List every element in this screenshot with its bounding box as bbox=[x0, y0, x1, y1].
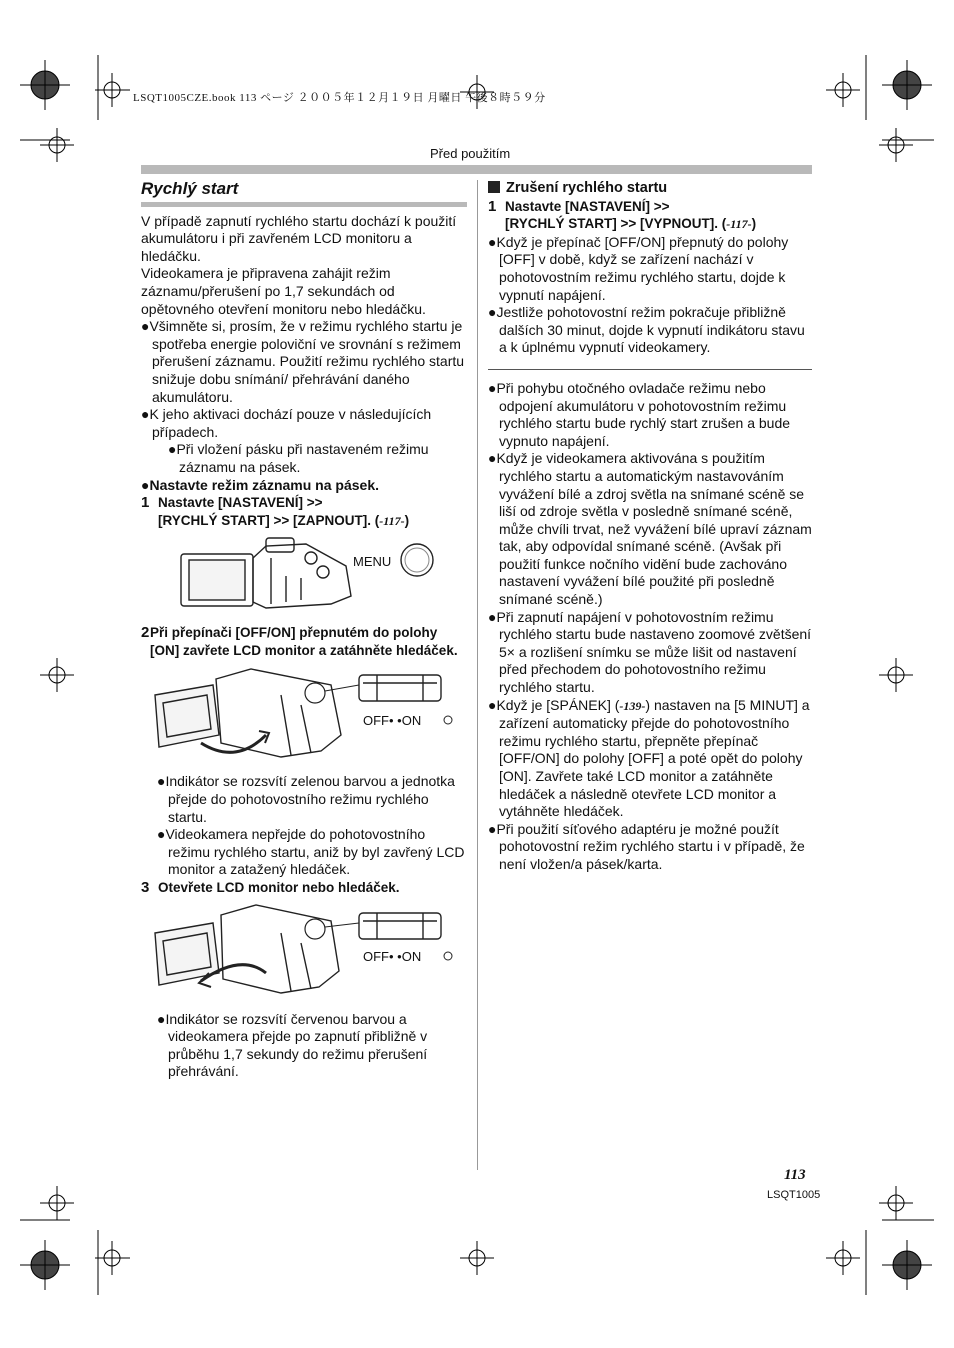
title-rule bbox=[141, 202, 467, 207]
note-item: ●Při použití síťového adaptéru je možné použít pohotovostní režim rychlého startu i v případě, že není vložen/a pásek/karta. bbox=[488, 820, 805, 872]
step-text: Otevřete LCD monitor nebo hledáček. bbox=[158, 880, 400, 896]
step-text: Při přepínači [OFF/ON] přepnutém do polohy [ON] zavřete LCD monitor a zatáhněte hledáček. bbox=[150, 625, 458, 658]
bullet-item: ●K jeho aktivaci dochází pouze v následujících případech. bbox=[141, 406, 432, 440]
note-item: ●Když je videokamera aktivována s použitím rychlého startu a automatickým nastavováním vyvážení bílé a zdroj světla na snímané scéně se liší od zdroje světla v posledně snímané scéně, může chvíli trvat, než vyvážení bílé upraví záznam tak, aby odpovídal snímané scéně. (Avšak při použití funkce nočního vidění bude zachováno nastavení vyvážení bílé použité při posledně snímané scéně.) bbox=[488, 450, 812, 608]
step-text: Nastavte [NASTAVENÍ] >> bbox=[158, 495, 323, 511]
step-2 bbox=[141, 624, 467, 659]
step-text: Nastavte [NASTAVENÍ] >> bbox=[505, 198, 670, 214]
notes-rule bbox=[488, 369, 812, 370]
camera-menu-illustration bbox=[141, 536, 441, 616]
bullet-item: ●Když je přepínač [OFF/ON] přepnutý do polohy [OFF] v době, když se zařízení nachází v pohotovostním režimu rychlého startu, dojde k vypnutí napájení. bbox=[488, 233, 789, 303]
menu-label: MENU bbox=[353, 554, 392, 570]
left-column bbox=[141, 180, 467, 1081]
bullet-item: ●Jestliže pohotovostní režim pokračuje přibližně dalších 30 minut, dojde k vypnutí indikátoru stavu a k úplnému vypnutí videokamery. bbox=[488, 304, 805, 356]
indicator-icon bbox=[305, 919, 325, 939]
bullet-item: ●Videokamera nepřejde do pohotovostního režimu rychlého startu, aniž by byl zavřený LCD monitor a zatažený hledáček. bbox=[157, 826, 465, 878]
cancel-step-1: 1 Nastavte [NASTAVENÍ] >> [RYCHLÝ START] >> [VYPNOUT]. (-117-) bbox=[488, 198, 812, 234]
intro-paragraph: Videokamera je připravena zahájit režim záznamu/přerušení po 1,7 sekundách od opětovného otevření monitoru nebo hledáčku. bbox=[141, 265, 426, 317]
file-header: LSQT1005CZE.book 113 ページ ２００５年１２月１９日 月曜日 午後８時５９分 bbox=[133, 92, 546, 104]
note-item: ●Když je [SPÁNEK] (-139-) nastaven na [5 MINUT] a zařízení automaticky přejde do pohotovostního režimu rychlého startu, přepněte přepínač [OFF/ON] do polohy [OFF] a poté opět do polohy [ON]. Zavřete také LCD monitor a zatáhněte hledáček a následně otevřete LCD monitor a vytáhněte hledáček. bbox=[488, 696, 810, 820]
intro-paragraph: V případě zapnutí rychlého startu dochází k použití akumulátoru i při zavřeném LCD monitoru a hledáčku. bbox=[141, 212, 457, 264]
page-code: LSQT1005 bbox=[767, 1189, 821, 1201]
indicator-icon bbox=[305, 683, 325, 703]
page-reference: -117- bbox=[726, 217, 752, 232]
camera-close-lcd-illustration bbox=[141, 665, 461, 765]
step-number: 1 bbox=[488, 197, 497, 215]
off-on-switch-label: OFF• •ON bbox=[363, 948, 422, 964]
note-item: ●Při pohybu otočného ovladače režimu nebo odpojení akumulátoru v pohotovostním režimu rychlého startu bude rychlý start zrušen a bude vypnuto napájení. bbox=[488, 379, 791, 449]
lamp-icon bbox=[444, 952, 452, 960]
page-number: 113 bbox=[784, 1167, 806, 1183]
page-reference: -117- bbox=[379, 513, 405, 528]
bullet-item: ●Všimněte si, prosím, že v režimu rychlého startu je spotřeba energie poloviční ve srovnání s režimem přerušení záznamu. Použití režimu rychlého startu snižuje dobu snímání/ přehrávání daného akumulátoru. bbox=[141, 318, 465, 405]
menu-button-icon bbox=[401, 544, 433, 576]
section-header: Před použitím bbox=[430, 146, 511, 161]
off-on-switch-label: OFF• •ON bbox=[363, 713, 422, 729]
subsection-heading: Zrušení rychlého startu bbox=[488, 180, 812, 198]
right-column bbox=[488, 180, 812, 874]
page-reference: -139- bbox=[619, 698, 646, 713]
header-bar bbox=[141, 165, 812, 174]
bullet-item: ●Indikátor se rozsvítí zelenou barvou a jednotka přejde do pohotovostního režimu rychlého startu. bbox=[157, 773, 455, 825]
note-item: ●Při zapnutí napájení v pohotovostním režimu rychlého startu bude nastaveno zoomové zvětšení 5× a rozlišení snímku se může lišit od nastavení před přechodem do pohotovostního režimu rychlého startu. bbox=[488, 608, 812, 696]
sub-bullet-item: ●Při vložení pásku při nastaveném režimu záznamu na pásek. bbox=[168, 441, 429, 475]
step-1: 1 Nastavte [NASTAVENÍ] >> [RYCHLÝ START] >> [ZAPNOUT]. (-117-) bbox=[141, 494, 467, 530]
step-number: 2 bbox=[141, 624, 150, 642]
page-title: Rychlý start bbox=[141, 179, 239, 198]
step-number: 3 bbox=[141, 879, 150, 897]
bullet-item: ●Indikátor se rozsvítí červenou barvou a videokamera přejde po zapnutí přibližně v průběhu 1,7 sekundy do režimu přerušení přehrávání. bbox=[157, 1010, 428, 1080]
bullet-item: ●Nastavte režim záznamu na pásek. bbox=[141, 476, 379, 493]
step-3 bbox=[141, 879, 467, 897]
column-divider bbox=[477, 180, 478, 1170]
step-number: 1 bbox=[141, 494, 150, 512]
camera-open-lcd-illustration bbox=[141, 903, 461, 1003]
lamp-icon bbox=[444, 716, 452, 724]
square-bullet-icon bbox=[488, 181, 500, 193]
